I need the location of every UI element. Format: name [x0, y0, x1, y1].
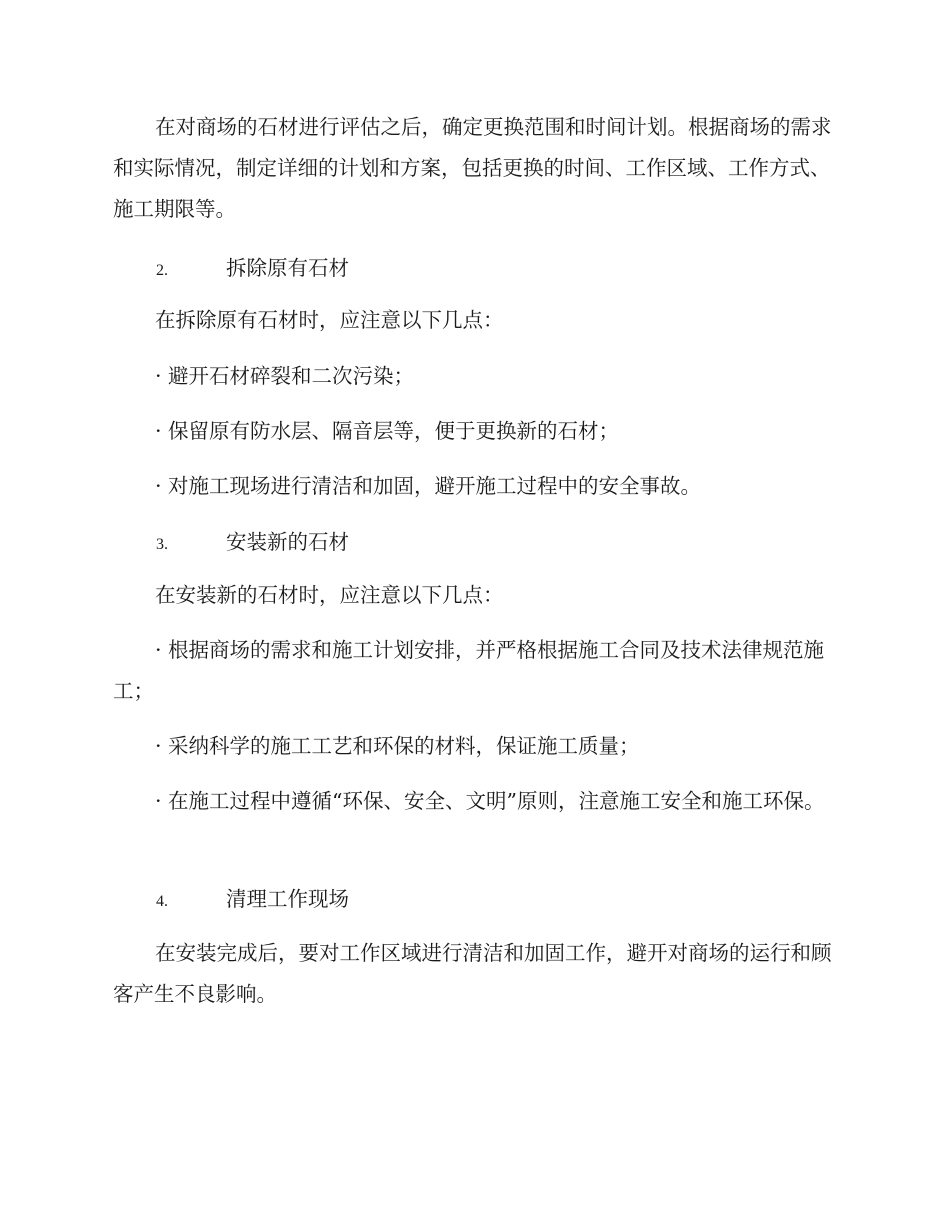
section-number: 2. — [156, 262, 168, 279]
section-2-bullet-1-block — [113, 356, 838, 397]
section-2-bullet-3-block — [113, 466, 838, 507]
section-title: 清理工作现场 — [226, 887, 349, 911]
bullet-item: · 避开石材碎裂和二次污染； — [155, 364, 415, 388]
intro-paragraph: 在对商场的石材进行评估之后，确定更换范围和时间计划。根据商场的需求和实际情况，制定详细的计划和方案，包括更换的时间、工作区域、工作方式、施工期限等。 — [113, 115, 832, 221]
section-heading-3 — [156, 527, 349, 560]
bullet-item: · 对施工现场进行清洁和加固，避开施工过程中的安全事故。 — [155, 474, 702, 498]
section-number: 4. — [156, 893, 168, 910]
section-2-intro: 在拆除原有石材时，应注意以下几点： — [155, 308, 504, 332]
section-title: 拆除原有石材 — [226, 256, 349, 280]
section-3-intro-block — [113, 575, 838, 616]
section-4-paragraph: 在安装完成后，要对工作区域进行清洁和加固工作，避开对商场的运行和顾客产生不良影响。 — [113, 941, 832, 1006]
bullet-item: · 保留原有防水层、隔音层等，便于更换新的石材； — [155, 419, 620, 443]
section-3-intro: 在安装新的石材时，应注意以下几点： — [155, 583, 504, 607]
section-2-intro-block — [113, 300, 838, 341]
bullet-item: · 在施工过程中遵循“环保、安全、文明”原则，注意施工安全和施工环保。 — [155, 789, 825, 813]
section-heading-2 — [156, 253, 349, 286]
section-2-bullet-2-block — [113, 411, 838, 452]
section-heading-4 — [156, 884, 349, 917]
bullet-item: · 采纳科学的施工工艺和环保的材料，保证施工质量； — [155, 734, 640, 758]
section-3-bullet-1-block — [113, 630, 838, 712]
section-3-bullet-3-block — [113, 781, 838, 822]
section-number: 3. — [156, 536, 168, 553]
bullet-item: · 根据商场的需求和施工计划安排，并严格根据施工合同及技术法律规范施工； — [113, 638, 825, 703]
intro-paragraph-block — [113, 107, 838, 230]
section-title: 安装新的石材 — [226, 530, 349, 554]
section-3-bullet-2-block — [113, 726, 838, 767]
section-4-paragraph-block — [113, 933, 838, 1015]
